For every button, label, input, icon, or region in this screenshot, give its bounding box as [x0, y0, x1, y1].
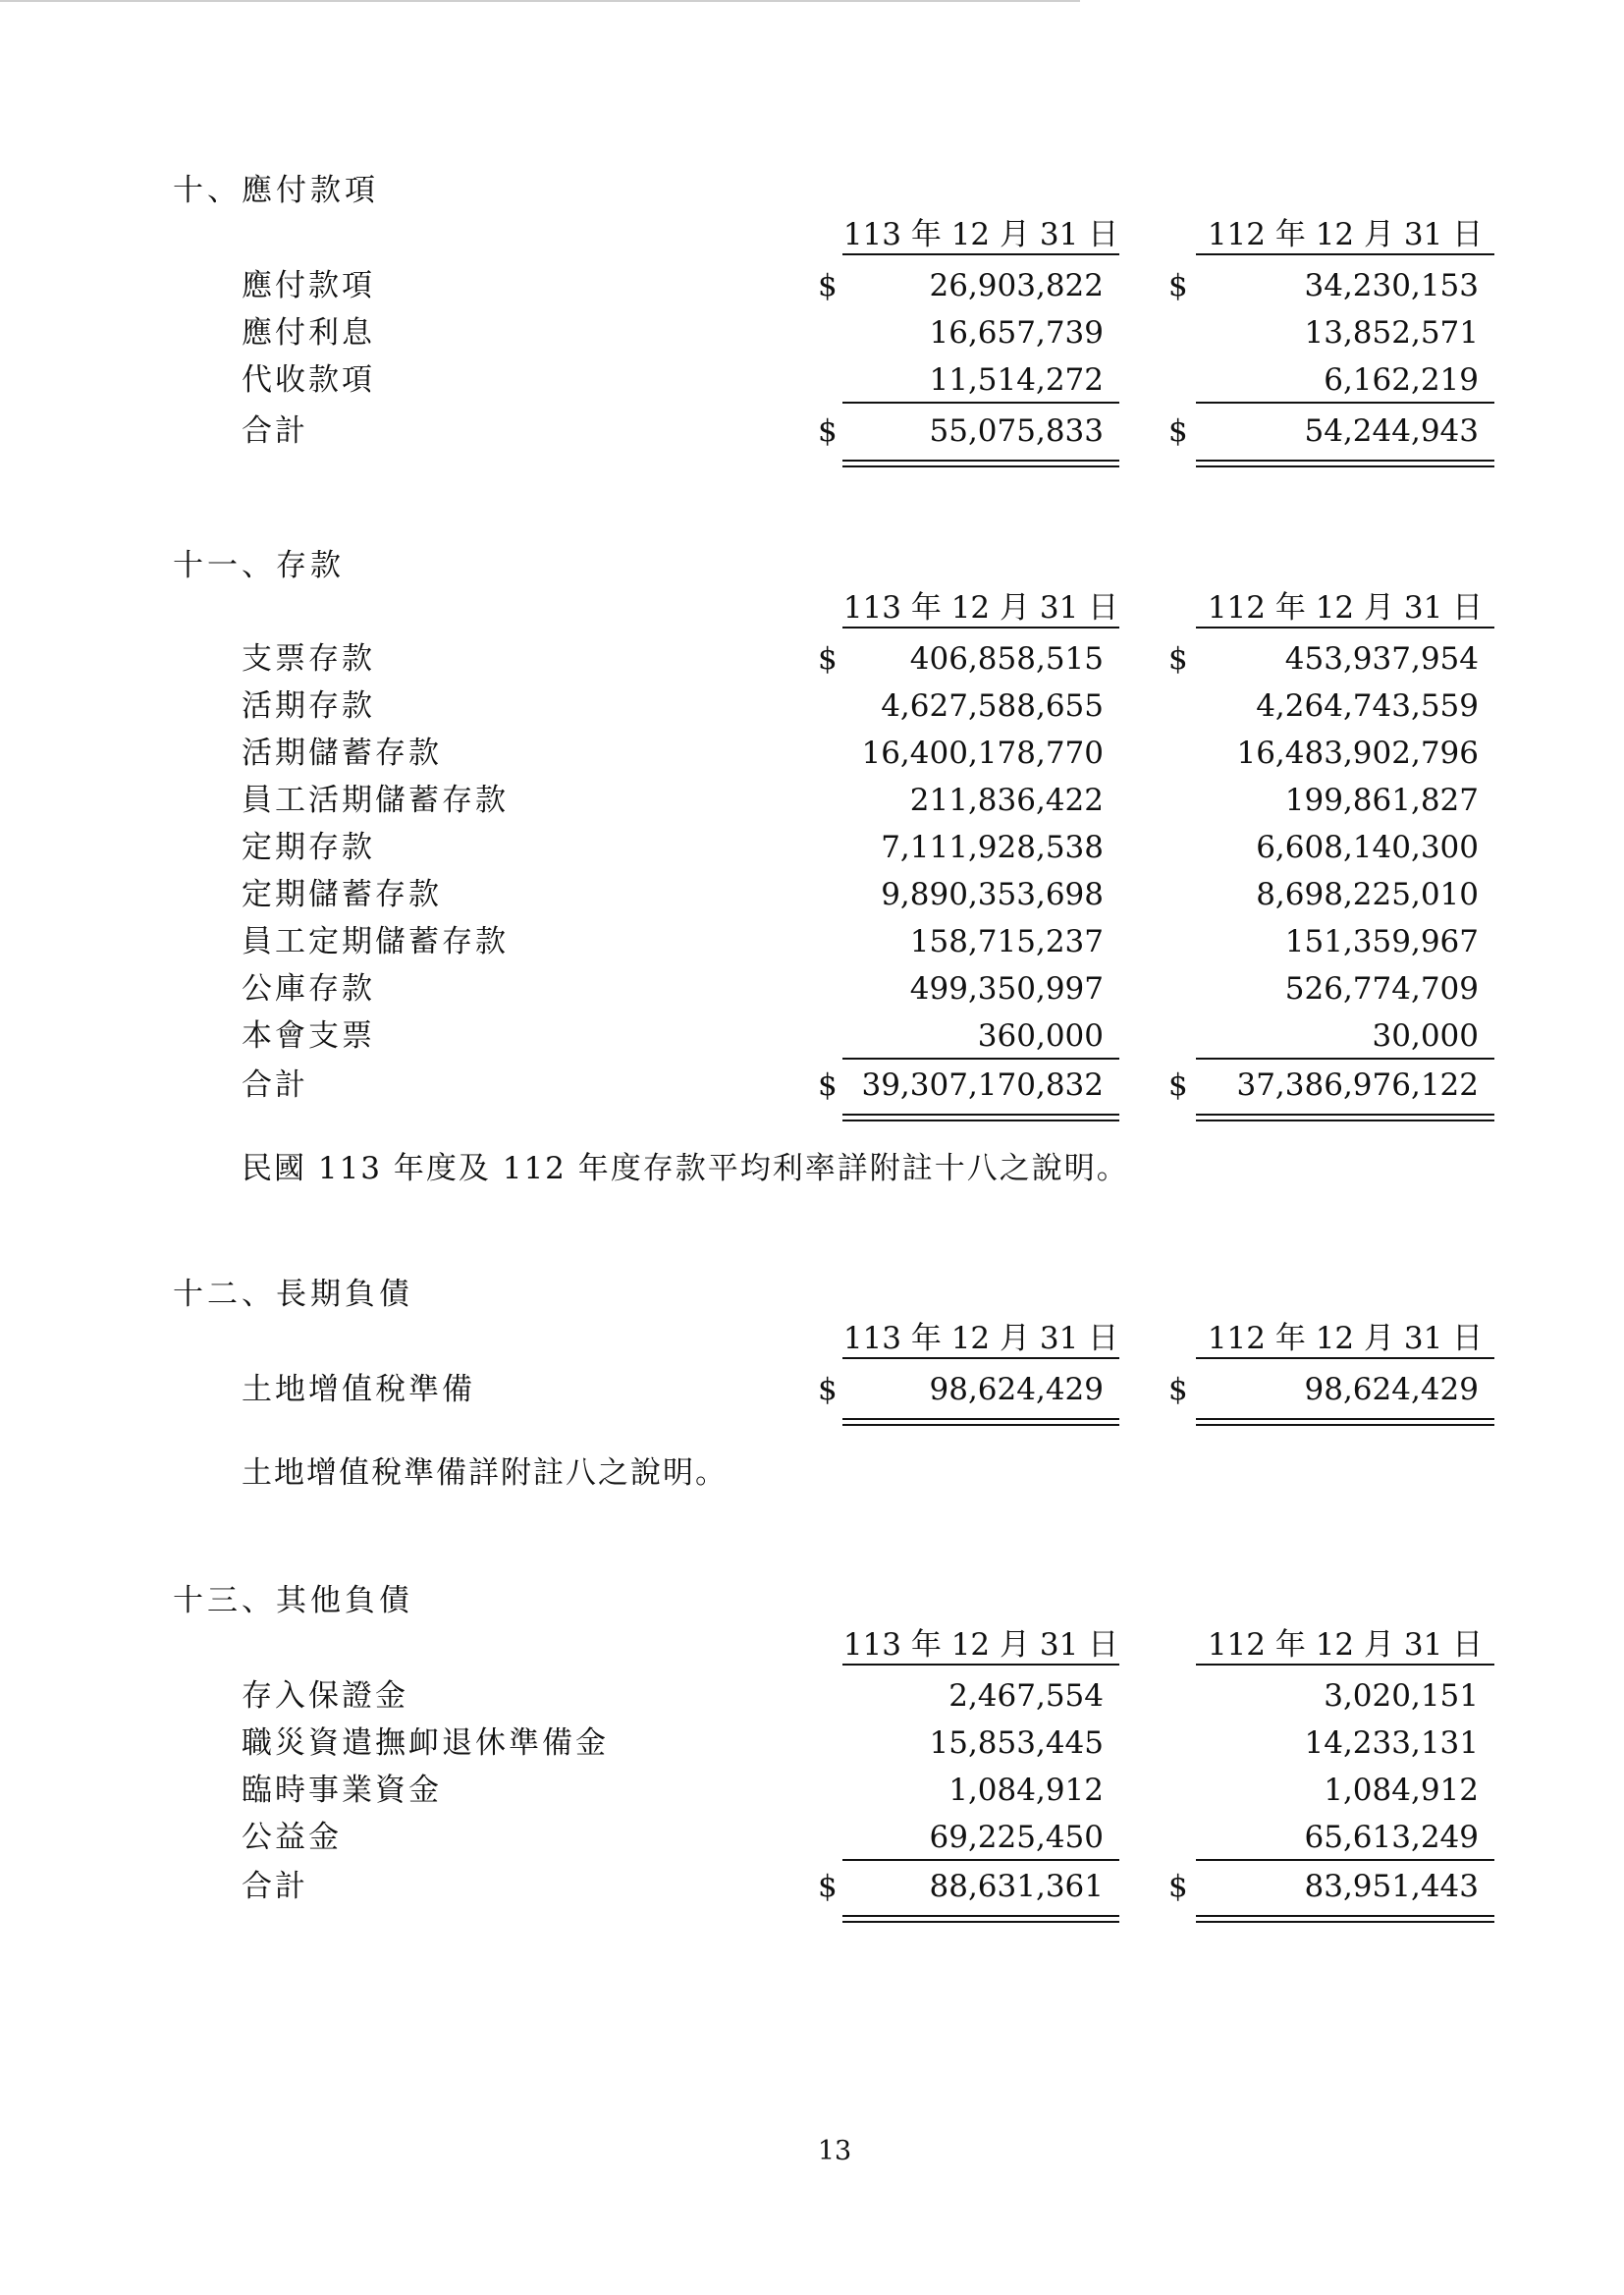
column-header-2024: 113 年 12 月 31 日	[842, 216, 1119, 255]
row-label: 員工活期儲蓄存款	[242, 783, 509, 818]
row-label: 員工定期儲蓄存款	[242, 924, 509, 959]
value-2024: 360,000	[977, 1018, 1104, 1054]
row-label: 公庫存款	[242, 971, 375, 1007]
currency-symbol: $	[1168, 1372, 1188, 1407]
table-row	[0, 778, 1624, 823]
currency-symbol: $	[818, 268, 838, 303]
table-row	[0, 1815, 1624, 1860]
section-title: 十一、存款	[173, 548, 345, 583]
value-2024: 69,225,450	[929, 1820, 1104, 1855]
total-row	[0, 1367, 1624, 1412]
value-2023: 6,162,219	[1324, 362, 1479, 398]
table-row	[0, 1721, 1624, 1766]
top-border-line	[0, 0, 1080, 2]
row-label: 支票存款	[242, 641, 375, 677]
value-2024: 16,400,178,770	[861, 736, 1104, 771]
double-underline	[842, 460, 1119, 467]
column-header-row	[0, 1626, 1624, 1666]
total-label: 合計	[242, 1869, 308, 1904]
value-2023: 453,937,954	[1284, 641, 1479, 677]
value-2024: 98,624,429	[929, 1372, 1104, 1407]
table-row	[0, 310, 1624, 355]
row-label: 定期儲蓄存款	[242, 877, 442, 912]
double-underline	[1196, 1114, 1494, 1121]
currency-symbol: $	[1168, 641, 1188, 677]
value-2024: 15,853,445	[929, 1725, 1104, 1761]
double-underline	[842, 1915, 1119, 1923]
value-2023: 98,624,429	[1304, 1372, 1479, 1407]
subtotal-rule	[1196, 1859, 1494, 1861]
row-label: 本會支票	[242, 1018, 375, 1054]
column-header-row	[0, 589, 1624, 628]
table-row	[0, 1768, 1624, 1813]
row-label: 定期存款	[242, 830, 375, 865]
currency-symbol: $	[818, 1372, 838, 1407]
column-header-2023: 112 年 12 月 31 日	[1196, 589, 1494, 628]
column-header-2024: 113 年 12 月 31 日	[842, 1320, 1119, 1359]
value-2023: 1,084,912	[1324, 1773, 1479, 1808]
value-2023: 151,359,967	[1284, 924, 1479, 959]
currency-symbol: $	[1168, 413, 1188, 449]
row-label: 土地增值稅準備	[242, 1372, 475, 1407]
total-2023: 83,951,443	[1304, 1869, 1479, 1904]
value-2024: 4,627,588,655	[881, 688, 1104, 724]
row-label: 活期儲蓄存款	[242, 736, 442, 771]
value-2024: 9,890,353,698	[881, 877, 1104, 912]
value-2024: 2,467,554	[948, 1678, 1104, 1714]
table-row	[0, 1013, 1624, 1059]
total-label: 合計	[242, 1067, 308, 1103]
column-header-2023: 112 年 12 月 31 日	[1196, 1320, 1494, 1359]
total-2024: 88,631,361	[929, 1869, 1104, 1904]
row-label: 職災資遣撫卹退休準備金	[242, 1725, 609, 1761]
currency-symbol: $	[1168, 1869, 1188, 1904]
currency-symbol: $	[1168, 268, 1188, 303]
value-2023: 6,608,140,300	[1256, 830, 1479, 865]
value-2023: 4,264,743,559	[1256, 688, 1479, 724]
page-number: 13	[817, 2136, 852, 2166]
double-underline	[842, 1418, 1119, 1426]
section-note: 民國 113 年度及 112 年度存款平均利率詳附註十八之說明。	[242, 1151, 1129, 1186]
row-label: 活期存款	[242, 688, 375, 724]
row-label: 應付款項	[242, 268, 375, 303]
double-underline	[1196, 1418, 1494, 1426]
value-2024: 1,084,912	[948, 1773, 1104, 1808]
value-2023: 526,774,709	[1284, 971, 1479, 1007]
table-row	[0, 263, 1624, 308]
total-row	[0, 1063, 1624, 1108]
row-label: 公益金	[242, 1820, 342, 1855]
table-row	[0, 825, 1624, 870]
value-2024: 16,657,739	[929, 315, 1104, 351]
section-title: 十三、其他負債	[173, 1583, 413, 1618]
total-2024: 55,075,833	[929, 413, 1104, 449]
total-label: 合計	[242, 413, 308, 449]
total-2024: 39,307,170,832	[861, 1067, 1104, 1103]
value-2023: 13,852,571	[1304, 315, 1479, 351]
subtotal-rule	[842, 1859, 1119, 1861]
double-underline	[842, 1114, 1119, 1121]
double-underline	[1196, 460, 1494, 467]
column-header-2023: 112 年 12 月 31 日	[1196, 216, 1494, 255]
total-row	[0, 409, 1624, 454]
row-label: 代收款項	[242, 362, 375, 398]
value-2023: 199,861,827	[1284, 783, 1479, 818]
total-2023: 54,244,943	[1304, 413, 1479, 449]
row-label: 存入保證金	[242, 1678, 408, 1714]
subtotal-rule	[1196, 1058, 1494, 1060]
section-note: 土地增值稅準備詳附註八之說明。	[242, 1455, 728, 1491]
table-row	[0, 872, 1624, 917]
value-2023: 30,000	[1372, 1018, 1479, 1054]
value-2024: 406,858,515	[909, 641, 1104, 677]
table-row	[0, 919, 1624, 964]
row-label: 應付利息	[242, 315, 375, 351]
value-2024: 7,111,928,538	[881, 830, 1104, 865]
column-header-2024: 113 年 12 月 31 日	[842, 589, 1119, 628]
subtotal-rule	[1196, 402, 1494, 404]
currency-symbol: $	[818, 1067, 838, 1103]
currency-symbol: $	[1168, 1067, 1188, 1103]
section-title: 十二、長期負債	[173, 1277, 413, 1312]
column-header-2024: 113 年 12 月 31 日	[842, 1626, 1119, 1666]
table-row	[0, 731, 1624, 776]
value-2023: 34,230,153	[1304, 268, 1479, 303]
column-header-row	[0, 1320, 1624, 1359]
total-2023: 37,386,976,122	[1236, 1067, 1479, 1103]
table-row	[0, 1673, 1624, 1719]
total-row	[0, 1864, 1624, 1909]
subtotal-rule	[842, 402, 1119, 404]
column-header-row	[0, 216, 1624, 255]
value-2023: 8,698,225,010	[1256, 877, 1479, 912]
value-2023: 14,233,131	[1304, 1725, 1479, 1761]
double-underline	[1196, 1915, 1494, 1923]
value-2024: 26,903,822	[929, 268, 1104, 303]
table-row	[0, 357, 1624, 403]
value-2024: 158,715,237	[909, 924, 1104, 959]
currency-symbol: $	[818, 413, 838, 449]
table-row	[0, 966, 1624, 1011]
currency-symbol: $	[818, 1869, 838, 1904]
value-2024: 499,350,997	[909, 971, 1104, 1007]
row-label: 臨時事業資金	[242, 1773, 442, 1808]
value-2023: 3,020,151	[1324, 1678, 1479, 1714]
currency-symbol: $	[818, 641, 838, 677]
value-2024: 11,514,272	[929, 362, 1104, 398]
table-row	[0, 636, 1624, 682]
column-header-2023: 112 年 12 月 31 日	[1196, 1626, 1494, 1666]
value-2023: 65,613,249	[1304, 1820, 1479, 1855]
value-2023: 16,483,902,796	[1236, 736, 1479, 771]
subtotal-rule	[842, 1058, 1119, 1060]
value-2024: 211,836,422	[909, 783, 1104, 818]
section-title: 十、應付款項	[173, 173, 379, 208]
table-row	[0, 683, 1624, 729]
